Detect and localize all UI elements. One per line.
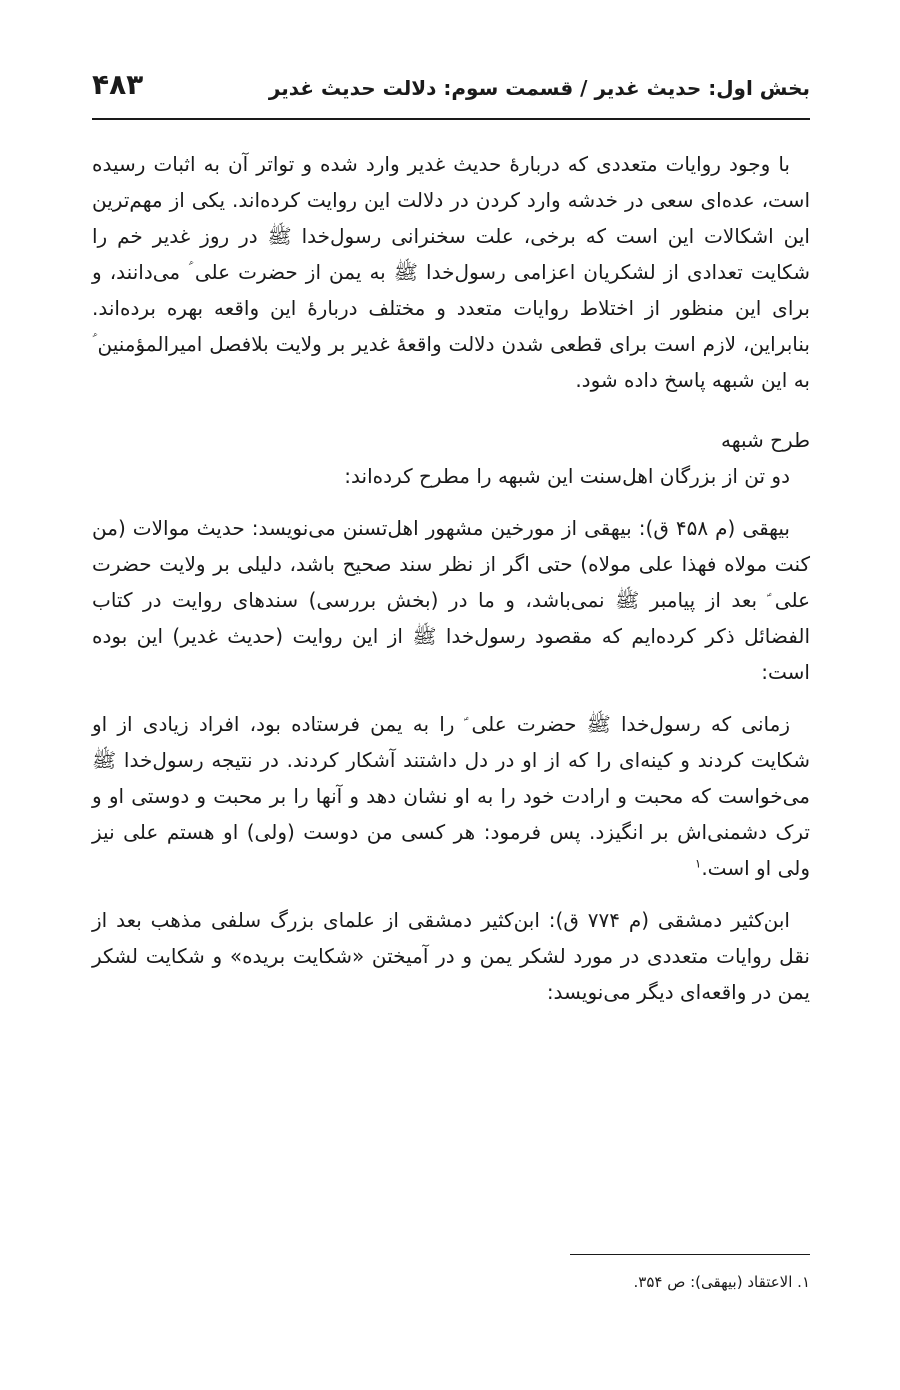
heading-follow-paragraph: دو تن از بزرگان اهل‌سنت این شبهه را مطرح کرده‌اند: <box>344 464 790 488</box>
footnote-rule <box>570 1254 810 1255</box>
header-rule <box>92 118 810 120</box>
page-header <box>92 68 810 118</box>
bayhaqi-paragraph: بیهقی (م ۴۵۸ ق): بیهقی از مورخین مشهور اهل‌تسنن می‌نویسد: حدیث موالات (من کنت مولاه فهذا علی مولاه) حتی اگر از نظر سند صحیح باشد، دلیلی بر ولایت حضرت علی ؑ بعد از پیامبر ﷺ نمی‌باشد، و ما در (بخش بررسی) سندهای روایت در کتاب الفضائل ذکر کرده‌ایم که مقصود رسول‌خدا ﷺ از این روایت (حدیث غدیر) این بوده است: <box>92 516 810 684</box>
book-page <box>92 0 810 1390</box>
quote-paragraph <box>92 706 810 886</box>
ibn-kathir-paragraph: ابن‌کثیر دمشقی (م ۷۷۴ ق): ابن‌کثیر دمشقی از علمای بزرگ سلفی مذهب بعد از نقل روایات متعددی در مورد لشکر یمن و در آمیختن «شکایت بریده» و شکایت لشکر یمن در واقعه‌ای دیگر می‌نویسد: <box>92 908 810 1004</box>
section-heading: طرح شبهه <box>721 428 810 452</box>
intro-paragraph: با وجود روایات متعددی که دربارۀ حدیث غدیر وارد شده و تواتر آن به اثبات رسیده است، عده‌ای سعی در خدشه وارد کردن در دلالت این روایت کرده‌اند. یکی از مهم‌ترین این اشکالات این است که برخی، علت سخنرانی رسول‌خدا ﷺ در روز غدیر خم را شکایت تعدادی از لشکریان اعزامی رسول‌خدا ﷺ به یمن از حضرت علی ؑ می‌دانند، و برای این منظور از اختلاط روایات متعدد و مختلف دربارۀ این واقعه بهره برده‌اند. بنابراین، لازم است برای قطعی شدن دلالت واقعۀ غدیر بر ولایت بلافصل امیرالمؤمنین ؑ به این شبهه پاسخ داده شود. <box>92 152 810 392</box>
footnote: ۱. الاعتقاد (بیهقی): ص ۳۵۴. <box>633 1273 810 1291</box>
page-body <box>92 146 810 1010</box>
running-title: بخش اول: حدیث غدیر / قسمت سوم: دلالت حدیث غدیر <box>268 76 810 100</box>
quote-text: زمانی که رسول‌خدا ﷺ حضرت علی ؑ را به یمن فرستاده بود، افراد زیادی از او شکایت کردند و کینه‌ای را که از او در دل داشتند آشکار کردند. در نتیجه رسول‌خدا ﷺ می‌خواست که محبت و ارادت خود را به او نشان دهد و آنها را بر محبت و دوستی او و ترک دشمنی‌اش بر انگیزد. پس فرمود: هر کسی من دوست (ولی) او هستم علی نیز ولی او است. <box>92 712 810 880</box>
footnote-reference[interactable]: ۱ <box>694 856 702 871</box>
page-number: ۴۸۳ <box>92 68 144 101</box>
